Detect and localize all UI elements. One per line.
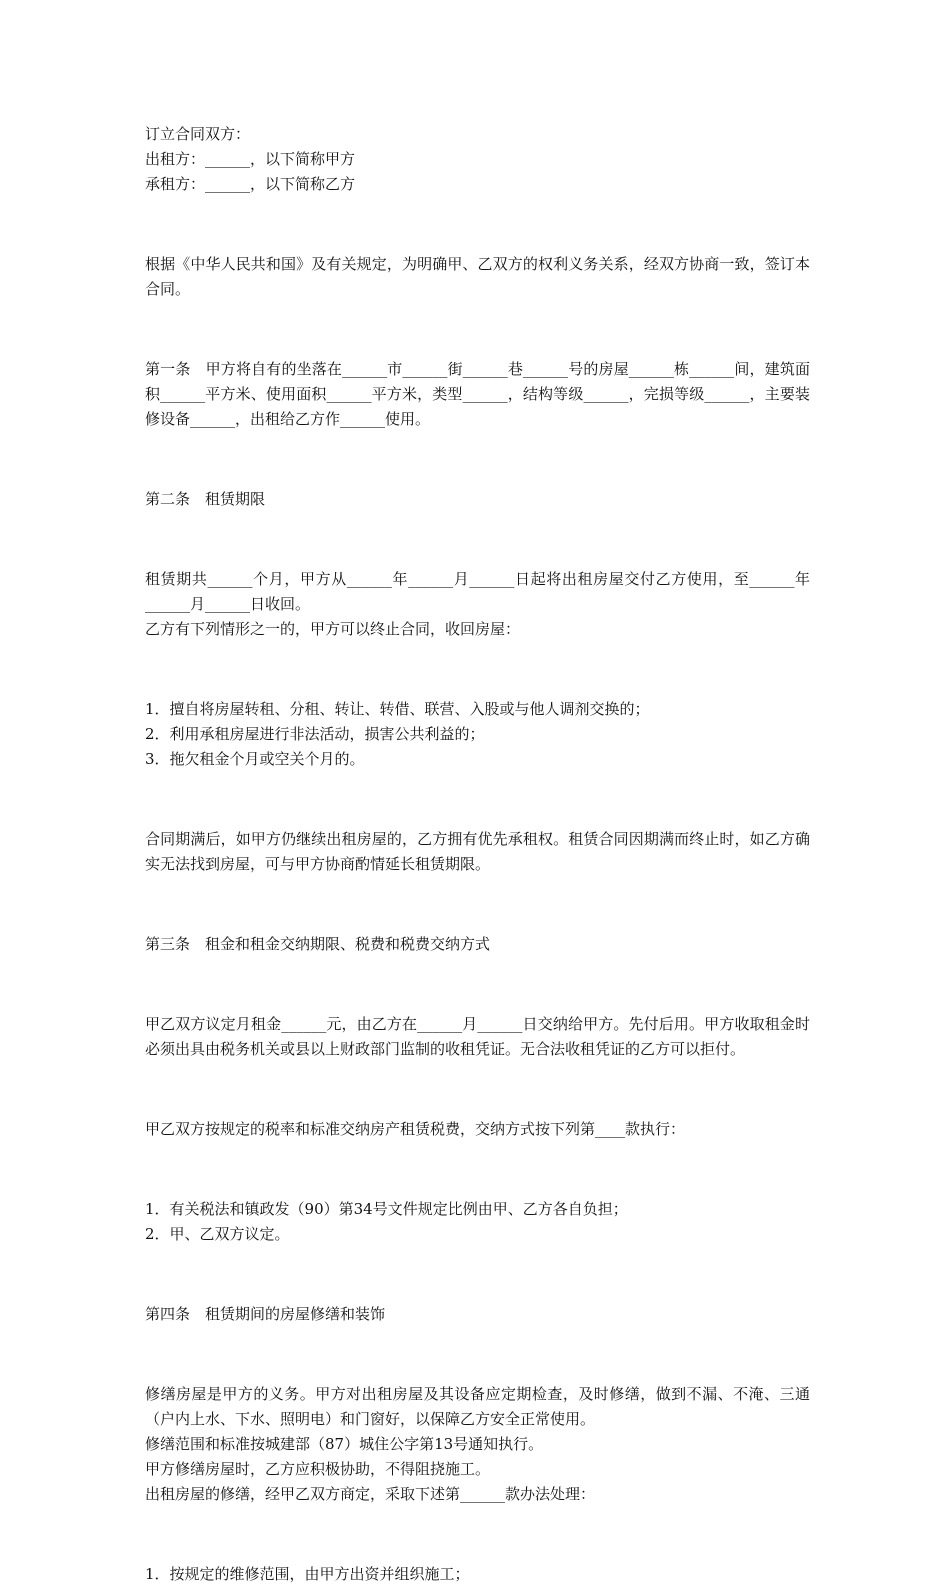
blank-line (145, 1077, 810, 1102)
contract-paragraph: 第四条 租赁期间的房屋修缮和装饰 (145, 1305, 386, 1323)
contract-paragraph: 1．有关税法和镇政发（90）第34号文件规定比例由甲、乙方各自负担； (145, 1200, 628, 1218)
contract-paragraph: 1．擅自将房屋转租、分租、转让、转借、联营、入股或与他人调剂交换的； (145, 700, 650, 718)
contract-paragraph: 第三条 租金和租金交纳期限、税费和税费交纳方式 (145, 935, 491, 953)
contract-paragraph: 承租方：______，以下简称乙方 (145, 175, 356, 193)
contract-paragraph: 修缮房屋是甲方的义务。甲方对出租房屋及其设备应定期检查，及时修缮，做到不漏、不淹、三通（户内上水、下水、照明电）和门窗好，以保障乙方安全正常使用。 (145, 1385, 810, 1428)
contract-paragraph: 2．甲、乙双方议定。 (145, 1225, 290, 1243)
contract-paragraph: 出租房屋的修缮，经甲乙双方商定，采取下述第______款办法处理： (145, 1485, 596, 1503)
contract-paragraph: 3．拖欠租金个月或空关个月的。 (145, 750, 365, 768)
contract-paragraph: 2．利用承租房屋进行非法活动，损害公共利益的； (145, 725, 485, 743)
contract-paragraph: 甲乙双方议定月租金______元，由乙方在______月______日交纳给甲方。先付后用。甲方收取租金时必须出具由税务机关或县以上财政部门监制的收租凭证。无合法收租凭证的乙方可以拒付。 (145, 1015, 810, 1058)
contract-paragraph: 甲乙双方按规定的税率和标准交纳房产租赁税费，交纳方式按下列第____款执行： (145, 1120, 686, 1138)
blank-line (145, 787, 810, 812)
contract-paragraph: 租赁期共______个月，甲方从______年______月______日起将出租房屋交付乙方使用，至______年______月______日收回。 (145, 570, 810, 613)
blank-line (145, 1262, 810, 1287)
contract-paragraph: 出租方：______，以下简称甲方 (145, 150, 356, 168)
contract-body (145, 122, 810, 1587)
blank-line (145, 972, 810, 997)
blank-line (145, 1157, 810, 1182)
contract-paragraph: 合同期满后，如甲方仍继续出租房屋的，乙方拥有优先承租权。租赁合同因期满而终止时，如乙方确实无法找到房屋，可与甲方协商酌情延长租赁期限。 (145, 830, 810, 873)
blank-line (145, 317, 810, 342)
blank-line (145, 1522, 810, 1547)
blank-line (145, 892, 810, 917)
contract-paragraph: 第一条 甲方将自有的坐落在______市______街______巷______号的房屋______栋______间，建筑面积______平方米、使用面积______平方米，类型______，结构等级______，完损等级______，主要装修设备______，出租给乙方作______使用。 (145, 360, 810, 428)
blank-line (145, 527, 810, 552)
blank-line (145, 447, 810, 472)
contract-paragraph: 修缮范围和标准按城建部（87）城住公字第13号通知执行。 (145, 1435, 544, 1453)
blank-line (145, 657, 810, 682)
contract-paragraph: 第二条 租赁期限 (145, 490, 266, 508)
contract-paragraph: 根据《中华人民共和国》及有关规定，为明确甲、乙双方的权利义务关系，经双方协商一致，签订本合同。 (145, 255, 810, 298)
blank-line (145, 212, 810, 237)
contract-paragraph: 订立合同双方： (145, 125, 251, 143)
contract-paragraph: 1．按规定的维修范围，由甲方出资并组织施工； (145, 1565, 470, 1583)
contract-paragraph: 甲方修缮房屋时，乙方应积极协助，不得阻挠施工。 (145, 1460, 491, 1478)
contract-paragraph: 乙方有下列情形之一的，甲方可以终止合同，收回房屋： (145, 620, 521, 638)
